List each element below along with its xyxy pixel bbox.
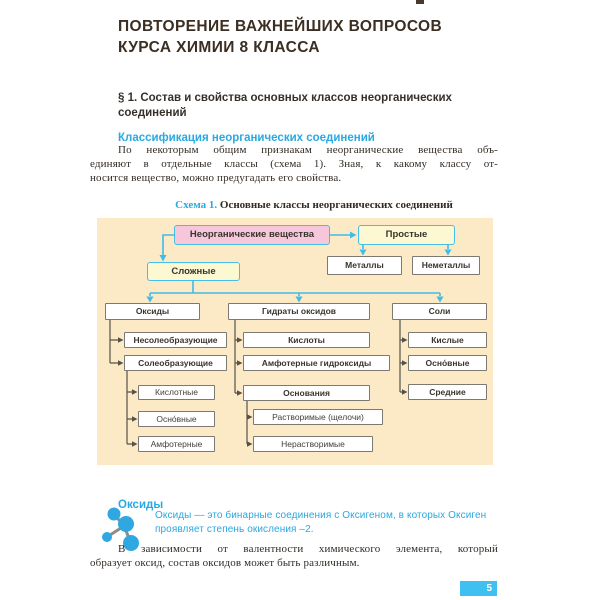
page-number-badge: 5: [460, 581, 497, 596]
scheme-box-amphoteric-oxides: Амфотерные: [138, 436, 215, 452]
scheme-box-insoluble: Нерастворимые: [253, 436, 373, 452]
definition-line: проявляет степень окисления –2.: [155, 524, 314, 535]
scheme-box-soluble-alkalis: Растворимые (щелочи): [253, 409, 383, 425]
scheme-box-non-salt-forming: Несолеобразующие: [124, 332, 227, 348]
intro-paragraph: [90, 144, 498, 185]
subheading-classification: Классификация неорганических соединений: [118, 131, 375, 144]
section-heading: [118, 91, 508, 121]
chapter-title-line2: КУРСА ХИМИИ 8 КЛАССА: [118, 39, 320, 57]
scheme-box-oxides: Оксиды: [105, 303, 200, 320]
scheme-box-inorganic-substances: Неорганические вещества: [174, 225, 330, 245]
section-heading-line1: § 1. Состав и свойства основных классов неорганических: [118, 91, 452, 104]
chapter-title-line1: ПОВТОРЕНИЕ ВАЖНЕЙШИХ ВОПРОСОВ: [118, 18, 443, 36]
scheme-caption: [90, 199, 518, 211]
scheme-box-simple: Простые: [358, 225, 455, 245]
closing-line: образует оксид, состав оксидов может быть различным.: [90, 556, 360, 569]
scheme-panel: [97, 218, 493, 465]
scheme-box-acids: Кислоты: [243, 332, 370, 348]
scheme-box-basic-salts: Осно́вные: [408, 355, 487, 371]
oxides-definition: [155, 509, 503, 537]
intro-line: По некоторым общим признакам неорганические вещества объ-: [118, 144, 498, 156]
closing-line: В зависимости от валентности химического элемента, который: [118, 543, 498, 555]
subheading-oxides: Оксиды: [118, 498, 164, 511]
intro-line: носится вещество, можно предугадать его свойства.: [90, 171, 342, 184]
scheme-box-medium-salts: Средние: [408, 384, 487, 400]
scheme-box-acid-salts: Кислые: [408, 332, 487, 348]
closing-paragraph: [90, 543, 498, 571]
scheme-box-basic-oxides: Осно́вные: [138, 411, 215, 427]
chapter-title: [118, 16, 538, 58]
scheme-box-nonmetals: Неметаллы: [412, 256, 480, 275]
scheme-box-acidic-oxides: Кислотные: [138, 385, 215, 400]
scheme-box-salt-forming: Солеобразующие: [124, 355, 227, 371]
intro-line: единяют в отдельные классы (схема 1). Зная, к какому классу от-: [90, 157, 498, 170]
scheme-box-bases: Основания: [243, 385, 370, 401]
scheme-caption-text: Основные классы неорганических соединений: [219, 199, 453, 211]
scheme-box-oxide-hydrates: Гидраты оксидов: [228, 303, 370, 320]
scheme-box-complex: Сложные: [147, 262, 240, 281]
scheme-caption-label: Схема 1.: [175, 199, 218, 211]
scheme-box-metals: Металлы: [327, 256, 402, 275]
scheme-box-salts: Соли: [392, 303, 487, 320]
scheme-box-amphoteric-hydroxides: Амфотерные гидроксиды: [243, 355, 390, 371]
scan-artifact: [416, 0, 424, 4]
section-heading-line2: соединений: [118, 106, 187, 119]
definition-line: Оксиды — это бинарные соединения с Оксигеном, в которых Оксиген: [155, 510, 487, 521]
